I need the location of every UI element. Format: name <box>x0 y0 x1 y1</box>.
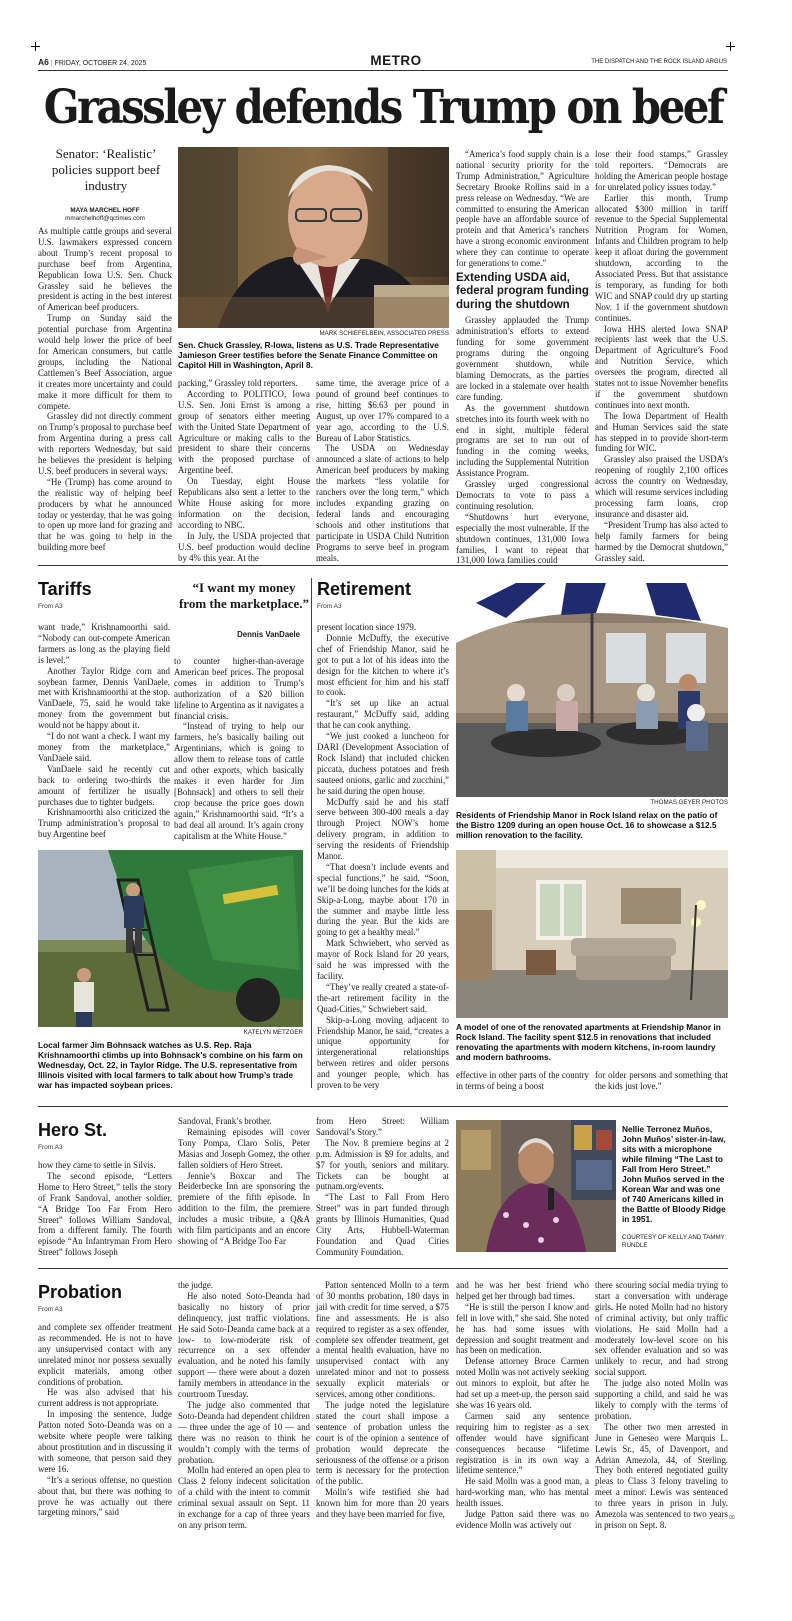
paragraph: “President Trump has also acted to help family farmers for being harmed by the Democrat shutdown,” Grassley said. <box>595 519 728 563</box>
paragraph: The Nov. 8 premiere begins at 2 p.m. Admission is $9 for adults, and $7 for youth, seniors and military. Tickets can be bought at putnam.org/events. <box>316 1137 449 1192</box>
paragraph: He also noted Soto-Deanda had basically no history of prior delinquency, just traffic violations. He said Soto-Deanda came back at a low- to low-moderate risk of recurrence on a sex offender evaluation, and he noted his family support — there were about a dozen family members in attendance in the courtroom Tuesday. <box>178 1290 310 1400</box>
paragraph: “They’ve really created a state-of-the-art retirement facility in the Quad-Cities,” Schwiebert said. <box>317 981 449 1014</box>
page-date: FRIDAY, OCTOBER 24, 2025 <box>54 60 147 67</box>
paragraph: lose their food stamps,” Grassley told reporters. “Democrats are holding the American people hostage for unrelated policy issues today.” <box>595 149 728 192</box>
paragraph: VanDaele said he recently cut back to ordering two-thirds the amount of fertilizer he usually purchases due to tighter budgets. <box>38 763 170 807</box>
grassley-photo-svg <box>178 147 449 328</box>
combine-photo <box>38 850 303 1027</box>
paragraph: “That doesn’t include events and special functions,” he said. “Soon, we’ll be doing lunches for the kids at Skip-a-Long, maybe about 170 in the summer and maybe little less during the year. But the kids are going to get a healthy meal.” <box>317 861 449 938</box>
tariffs-col-2 <box>174 656 304 841</box>
paragraph: to counter higher-than-average American beef prices. The proposal comes in addition to Trump’s authorization of a $20 billion lifeline to Argentina as it navigates a financial crisis. <box>174 656 304 721</box>
paragraph: “He (Trump) has come around to the realistic way of helping beef producers by what he announced today or yesterday, that he was going to open up more land for grazing and that he was going to help in the building more beef <box>38 476 172 553</box>
paragraph: The USDA on Wednesday announced a slate of actions to help American beef producers by making the markets “less volatile for ranchers over the long term,” which includes expanding grazing on federal lands and encouraging schools and other institutions that participate in USDA Child Nutrition Programs to serve beef in program meals. <box>316 443 449 563</box>
paragraph: In July, the USDA projected that U.S. beef production would decline by 4% this year. At the <box>178 530 310 563</box>
paragraph: Krishnamoorthi also criticized the Trump administration’s proposal to buy Argentine beef <box>38 807 170 840</box>
probation-col-3 <box>316 1280 449 1520</box>
probation-col-2 <box>178 1280 310 1531</box>
main-col-5 <box>595 149 728 563</box>
paragraph: for older persons and something that the kids just love.” <box>595 1070 728 1091</box>
paragraph: Iowa HHS alerted Iowa SNAP recipients last week that the U.S. Department of Agriculture’s Food and Nutrition Service, which oversees the program, directed all states not to issue November benefits if the government shutdown continues into next month. <box>595 323 728 410</box>
retirement-kicker: Retirement <box>317 579 412 599</box>
main-col-3 <box>316 378 449 563</box>
main-col-1 <box>38 226 172 553</box>
registration-mark-left <box>31 42 40 51</box>
main-subhead: Extending USDA aid, federal program funding during the shutdown <box>456 271 589 311</box>
paragraph: Another Taylor Ridge corn and soybean farmer, Dennis VanDaele, met with Krishnamoorthi at the stop. VanDaele, 75, said he would take money from the government but would not be happy about it. <box>38 665 170 731</box>
retirement-from: From A3 <box>317 603 342 610</box>
paragraph: “It’s a serious offense, no question about that, but there was nothing to prove he was actually out there targeting minors,” said <box>38 1474 172 1518</box>
publication-name: THE DISPATCH AND THE ROCK ISLAND ARGUS <box>591 59 727 65</box>
combine-photo-caption: Local farmer Jim Bohnsack watches as U.S. Rep. Raja Krishnamoorthi climbs up into Bohnsack’s combine on his farm on Wednesday, Oct. 22, in Taylor Ridge. The U.S. representative from Illinois visited with local farmers to talk about how Trump’s trade war has impacted soybean prices. <box>38 1040 303 1090</box>
paragraph: “Shutdowns hurt everyone, especially the most vulnerable. If the shutdown continues, 131,000 Iowa families, I want to repeat that 131,000 Iowa families could <box>456 511 589 566</box>
probation-col-4 <box>456 1280 589 1531</box>
combine-photo-svg <box>38 850 303 1027</box>
retirement-tail-2 <box>595 1070 728 1092</box>
combine-photo-credit: KATELYN METZGER <box>243 1029 303 1036</box>
paragraph: Carmen said any sentence requiring him to register as a sex offender would have significant consequences because “lifetime registration is in its own way a lifetime sentence.” <box>456 1410 589 1476</box>
main-col-2 <box>178 378 310 563</box>
probation-kicker: Probation <box>38 1282 122 1302</box>
folio-divider: | <box>50 60 55 67</box>
paragraph: present location since 1979. <box>317 622 417 632</box>
paragraph: Jennie’s Boxcar and The Beiderbecke Inn are sponsoring the premiere of the fifth episode. In addition to the film, the premiere includes a music tribute, a Q&A with film participants and an encore showing of “A Bridge Too Far <box>178 1170 310 1246</box>
paragraph: Mark Schwiebert, who served as mayor of Rock Island for 20 years, said he was impressed with the facility. <box>317 938 449 981</box>
hero-photo-credit: COURTESY OF KELLY AND TAMMY RUNDLE <box>622 1234 725 1249</box>
paragraph: The other two men arrested in June in Geneseo were Marquis L. Lewis Sr., 45, of Davenport, and Adrian Amezola, 44, of Sterling. They both entered negotiated guilty pleas to Class 3 felony traveling to meet a minor. Lewis was sentenced to three years in prison in July. Amezola was sentenced to two years in prison on Sept. 8. <box>595 1421 728 1530</box>
paragraph: Skip-a-Long moving adjacent to Friendship Manor, he said, “creates a unique opportunity for intergenerational relationships between retires and older persons and younger people, which has proven to be very <box>317 1014 449 1091</box>
paragraph: He said Molln was a good man, a hard-working man, who has mental health issues. <box>456 1476 589 1509</box>
paragraph: “We just cooked a luncheon for DARI (Development Association of Rock Island) that included chicken piccata, duchess potatoes and fresh sauteed onions, garlic and zucchini,” he said during the open house. <box>317 731 449 796</box>
paragraph: Grassley applauded the Trump administration’s efforts to extend funding for some government programs during the ongoing government shutdown, while blaming Democrats, as the parties are locked in a stalemate over health care funding. <box>456 315 589 402</box>
paragraph: Molln had entered an open plea to Class 2 felony indecent solicitation of a child with the intent to commit criminal sexual assault on Sept. 11 in exchange for a cap of three years on any prison term. <box>178 1465 310 1530</box>
paragraph: He was also advised that his current address is not appropriate. <box>38 1387 172 1409</box>
section-rule-1 <box>38 565 728 566</box>
page-marker: 00 <box>729 1515 735 1521</box>
paragraph: Molln’s wife testified she had known him for more than 20 years and they have been married for five, <box>316 1487 449 1520</box>
patio-photo-caption: Residents of Friendship Manor in Rock Island relax on the patio of the Bistro 1209 during an open house Oct. 16 to showcase a $12.5 million renovation to the facility. <box>456 810 718 840</box>
paragraph: In imposing the sentence, Judge Patton noted Soto-Deanda was on a website where people were talking about prostitution and in discussing it with someone, that person said they were 16. <box>38 1409 172 1474</box>
apartment-photo-caption: A model of one of the renovated apartments at Friendship Manor in Rock Island. The facility spent $12.5 in renovations that included renovating the apartments with modern kitchens, in-room laundry and modern bathrooms. <box>456 1022 721 1062</box>
section-rule-3 <box>38 1268 728 1269</box>
byline-name: MAYA MARCHEL HOFF <box>70 207 140 214</box>
hero-photo-caption: Nellie Terronez Muños, John Muños’ sister-in-law, sits with a microphone while filming “The Last to Fall from Hero Street.” John Muños served in the Korean War and was one of 740 Americans killed in the Battle of Bloody Ridge in 1951. <box>622 1124 726 1224</box>
paragraph: Patton sentenced Molln to a term of 30 months probation, 180 days in jail with credit for time served, a $75 fine and assessments. He is also required to register as a sex offender, complete sex offender treatment, get a mental health evaluation, have no unsupervised contact with any unrelated minor and not to possess sexually explicit materials or services, among other conditions. <box>316 1280 449 1400</box>
paragraph: Earlier this month, Trump allocated $300 million in tariff revenue to the Special Supplemental Nutrition Program for Women, Infants and Children program to help keep it afloat during the government shutdown, according to the Associated Press. But that assistance is temporary, as funding for both WIC and SNAP could dry up starting Nov. 1 if the government shutdown continues. <box>595 192 728 323</box>
paragraph: Grassley urged congressional Democrats to vote to pass a continuing resolution. <box>456 479 589 511</box>
paragraph: The judge noted the legislature stated the court shall impose a sentence of probation unless the court is of the opinion a sentence of probation would deprecate the seriousness of the offense or a prison term is necessary for the protection of the public. <box>316 1399 449 1487</box>
paragraph: Grassley did not directly comment on Trump’s proposal to purchase beef from Argentina during a press call with reporters Wednesday, but said he believes the president is helping U.S. beef producers in several ways. <box>38 411 172 476</box>
tariffs-pull-quote: “I want my money from the marketplace.” <box>178 580 310 611</box>
paragraph: “He is still the person I know and fell in love with,” she said. She noted he has had some issues with depression and sought treatment and has been on medication. <box>456 1301 589 1356</box>
main-col-4 <box>456 149 589 566</box>
page-number: A6 <box>38 57 49 67</box>
section-name: METRO <box>370 53 422 68</box>
hero-col-2 <box>178 1116 310 1247</box>
header-rule <box>38 70 728 71</box>
apartment-photo <box>456 850 728 1018</box>
paragraph: “The Last to Fall From Hero Street” was in part funded through grants by Illinois Humanities, Quad City Arts, Hubbell-Waterman Foundation and Quad Cities Community Foundation. <box>316 1192 449 1257</box>
probation-col-5 <box>595 1280 728 1531</box>
paragraph: Trump on Sunday said the potential purchase from Argentina would help lower the price of beef for American consumers, but cattle groups, including the National Cattlemen’s Beef Association, argue it creates more uncertainty and could make it more difficult for them to compete. <box>38 313 172 411</box>
paragraph: the judge. <box>178 1280 213 1290</box>
paragraph: there scouring social media trying to start a conversation with underage girls. He noted Molln had no history of criminal activity, but only traffic violations. He said Molln had a moderately low-level score on his sex offender evaluation and so was unlikely to recur, and had strong social support. <box>595 1280 728 1378</box>
paragraph: The judge also commented that Soto-Deanda had dependent children — three under the age of 10 — and there was no reason to think he wouldn’t comply with the terms of probation. <box>178 1399 310 1465</box>
paragraph: On Tuesday, eight House Republicans also sent a letter to the White House asking for more information on the decision, according to NBC. <box>178 476 310 530</box>
grassley-photo <box>178 147 449 328</box>
hero-photo-svg <box>456 1120 616 1252</box>
hero-from: From A3 <box>38 1144 63 1151</box>
paragraph: Defense attorney Bruce Carmen noted Molln was not actively seeking out minors to exploit, but after he had set up a meet-up, the person said she was 16 years old. <box>456 1356 589 1410</box>
paragraph: “I do not want a check. I want my money from the marketplace,” VanDaele said. <box>38 731 170 763</box>
retirement-col-1 <box>317 622 449 1091</box>
paragraph: “America’s food supply chain is a national security priority for the Trump Administration,” Agriculture Secretary Brooke Rollins said in a press release on Wednesday. “We are committed to ensuring the American people have an affordable source of protein and that America’s ranchers have a strong economic environment where they can continue to operate for generations to come.” <box>456 149 589 269</box>
probation-from: From A3 <box>38 1306 63 1313</box>
probation-col-1 <box>38 1322 172 1518</box>
paragraph: how they came to settle in Silvis. <box>38 1160 156 1170</box>
paragraph: and he was her best friend who helped get her through bad times. <box>456 1280 589 1301</box>
tariffs-col-1 <box>38 622 170 840</box>
paragraph: from Hero Street: William Sandoval’s Story.” <box>316 1116 449 1137</box>
paragraph: Sandoval, Frank’s brother. <box>178 1116 272 1126</box>
folio <box>38 57 146 67</box>
tariffs-kicker: Tariffs <box>38 579 92 599</box>
hero-col-3 <box>316 1116 449 1258</box>
retirement-tail-1 <box>456 1070 589 1092</box>
paragraph: The Iowa Department of Health and Human Services said the state has stepped in to provide short-term funding for WIC. <box>595 410 728 454</box>
tariffs-from: From A3 <box>38 603 63 610</box>
paragraph: McDuffy said he and his staff serve between 300-400 meals a day through Project NOW’s home delivery program, in addition to serving the residents of Friendship Manor. <box>317 796 449 862</box>
grassley-photo-credit: MARK SCHIEFELBEIN, ASSOCIATED PRESS <box>319 330 449 337</box>
patio-photo-svg <box>456 583 728 797</box>
hero-photo <box>456 1120 616 1252</box>
patio-photo <box>456 583 728 797</box>
registration-mark-right <box>726 42 735 51</box>
paragraph: Remaining episodes will cover Tony Pompa, Claro Solis, Peter Masias and Joseph Gomez, the other fallen soldiers of Hero Street. <box>178 1126 310 1170</box>
paragraph: packing,” Grassley told reporters. <box>178 378 298 388</box>
paragraph: The second episode, “Letters Home to Hero Street,” tells the story of Frank Sandoval, another soldier. “A Bridge Too Far From Hero Street” follows William Sandoval, from a different family. The fourth episode “An Infantryman From Hero Street” follows Joseph <box>38 1170 172 1258</box>
paragraph: The judge also noted Molln was supporting a child, and said he was likely to comply with the terms of probation. <box>595 1378 728 1421</box>
paragraph: As multiple cattle groups and several U.S. lawmakers expressed concern about Trump’s recent proposal to purchase beef from Argentina, Republican Iowa U.S. Sen. Chuck Grassley said he believes the president is acting in the best interest of American beef producers. <box>38 226 172 313</box>
patio-photo-credit: THOMAS GEYER PHOTOS <box>650 799 728 806</box>
tariffs-pull-attribution: Dennis VanDaele <box>237 630 300 639</box>
grassley-photo-caption: Sen. Chuck Grassley, R-Iowa, listens as U.S. Trade Representative Jamieson Greer testifies before the Senate Finance Committee on Capitol Hill in Washington, April 8. <box>178 340 439 370</box>
paragraph: same time, the average price of a pound of ground beef continues to rise, hitting $6.63 per pound in August, up over 17% compared to a year ago, according to the U.S. Bureau of Labor Statistics. <box>316 378 449 443</box>
hero-col-1 <box>38 1160 172 1258</box>
section-rule-2 <box>38 1106 728 1107</box>
paragraph: and complete sex offender treatment as recommended. He is not to have any unsupervised contact with any unrelated minor nor possess sexually explicit materials, among other conditions of probation. <box>38 1322 172 1387</box>
paragraph: According to POLITICO, Iowa U.S. Sen. Joni Ernst is among a group of senators either meeting with the United State Department of Agriculture or making calls to the president to share their concerns with the proposed purchase of Argentine beef. <box>178 388 310 476</box>
paragraph: Donnie McDuffy, the executive chef of Friendship Manor, said he got to put a lot of his ideas into the design for the kitchen to where it’s most efficient for him and his staff to cook. <box>317 632 449 698</box>
apartment-photo-svg <box>456 850 728 1018</box>
byline-email: mmarchelhoff@qctimes.com <box>65 215 145 222</box>
paragraph: Grassley also praised the USDA’s reopening of roughly 2,100 offices across the country on Wednesday, which will resume services including processing farm loans, crop insurance and disaster aid. <box>595 454 728 519</box>
paragraph: As the government shutdown stretches into its fourth week with no end in sight, multiple federal programs are set to run out of funding in the coming weeks, including the Supplemental Nutrition Assistance Program. <box>456 402 589 479</box>
paragraph: want trade,” Krishnamoorthi said. “Nobody can out-compete American farmers as long as the playing field is level.” <box>38 622 170 665</box>
paragraph: “Instead of trying to help our farmers, he’s basically bailing out Argentinians, which is going to allow them to release tons of cattle and other exports, which basically makes it even harder for Jim [Bohnsack] and others to sell their crop because the price goes down again,” Krishnamoorthi said. “It’s a bad deal all around. It’s again crony capitalism at the White House.” <box>174 721 304 841</box>
paragraph: effective in other parts of the country in terms of being a boost <box>456 1070 589 1091</box>
paragraph: Judge Patton said there was no evidence Molln was actively out <box>456 1509 589 1530</box>
main-deck: Senator: ‘Realistic’ policies support beef industry <box>51 146 161 193</box>
main-headline: Grassley defends Trump on beef <box>43 79 723 135</box>
hero-kicker: Hero St. <box>38 1120 108 1140</box>
column-rule-tariffs <box>311 578 312 1088</box>
paragraph: “It’s set up like an actual restaurant,” McDuffy said, adding that he can cook anything. <box>317 698 449 731</box>
